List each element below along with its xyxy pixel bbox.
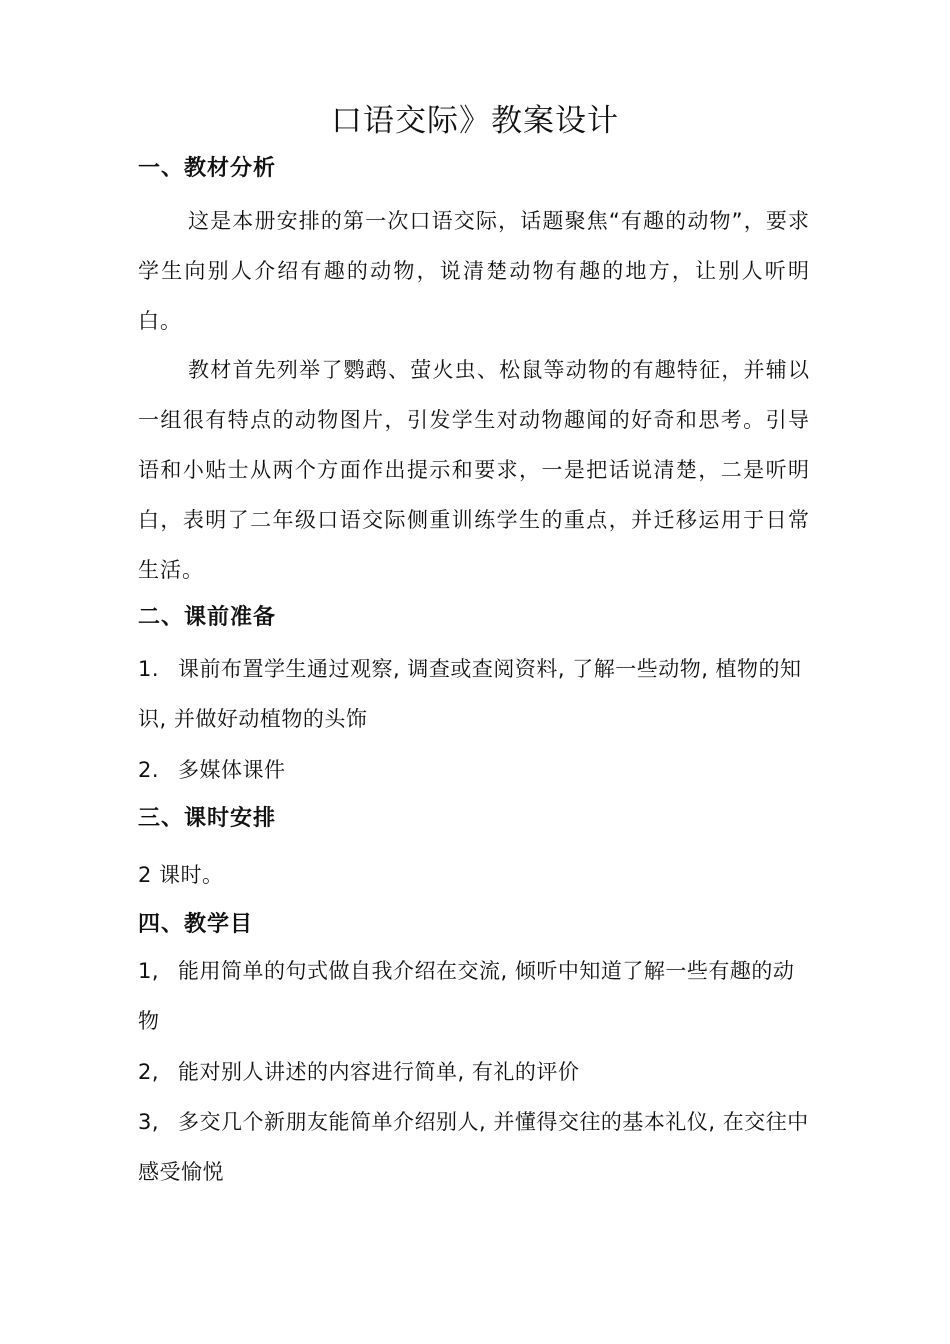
list-item: [138, 745, 810, 795]
list-item-text: 多媒体课件: [178, 758, 286, 782]
list-item: [138, 1097, 810, 1197]
list-item-text: 课前布置学生通过观察, 调查或查阅资料, 了解一些动物, 植物的知识, 并做好动植物的头饰: [138, 657, 802, 731]
list-item-text: 多交几个新朋友能简单介绍别人, 并懂得交往的基本礼仪, 在交往中感受愉悦: [138, 1110, 809, 1184]
list-item: [138, 946, 810, 1046]
list-item-text: 能用简单的句式做自我介绍在交流, 倾听中知道了解一些有趣的动物: [138, 959, 795, 1033]
list-item: [138, 1047, 810, 1097]
list-item: [138, 644, 810, 744]
section-heading-schedule: 三、课时安排: [138, 806, 277, 831]
paragraph-materials: 教材首先列举了鹦鹉、萤火虫、松鼠等动物的有趣特征，并辅以一组很有特点的动物图片，引发学生对动物趣闻的好奇和思考。引导语和小贴士从两个方面作出提示和要求，一是把话说清楚，二是听明白，表明了二年级口语交际侧重训练学生的重点，并迁移运用于日常生活。: [138, 358, 810, 582]
list-item-number: 1.: [138, 657, 160, 681]
section-heading-objectives: 四、教学目: [138, 912, 254, 937]
document-title: 口语交际》教案设计: [331, 103, 619, 139]
paragraph-intro: 这是本册安排的第一次口语交际，话题聚焦“有趣的动物”，要求学生向别人介绍有趣的动物，说清楚动物有趣的地方，让别人听明白。: [138, 209, 810, 333]
list-item-number: 2,: [138, 1060, 160, 1084]
list-item-text: 能对别人讲述的内容进行简单, 有礼的评价: [178, 1060, 580, 1084]
section-heading-preparation: 二、课前准备: [138, 605, 277, 630]
list-item-number: 1,: [138, 959, 160, 983]
section-heading-materials: 一、教材分析: [138, 156, 277, 181]
schedule-text: 2 课时。: [138, 863, 224, 887]
list-item-number: 3,: [138, 1110, 160, 1134]
list-item-number: 2.: [138, 758, 160, 782]
